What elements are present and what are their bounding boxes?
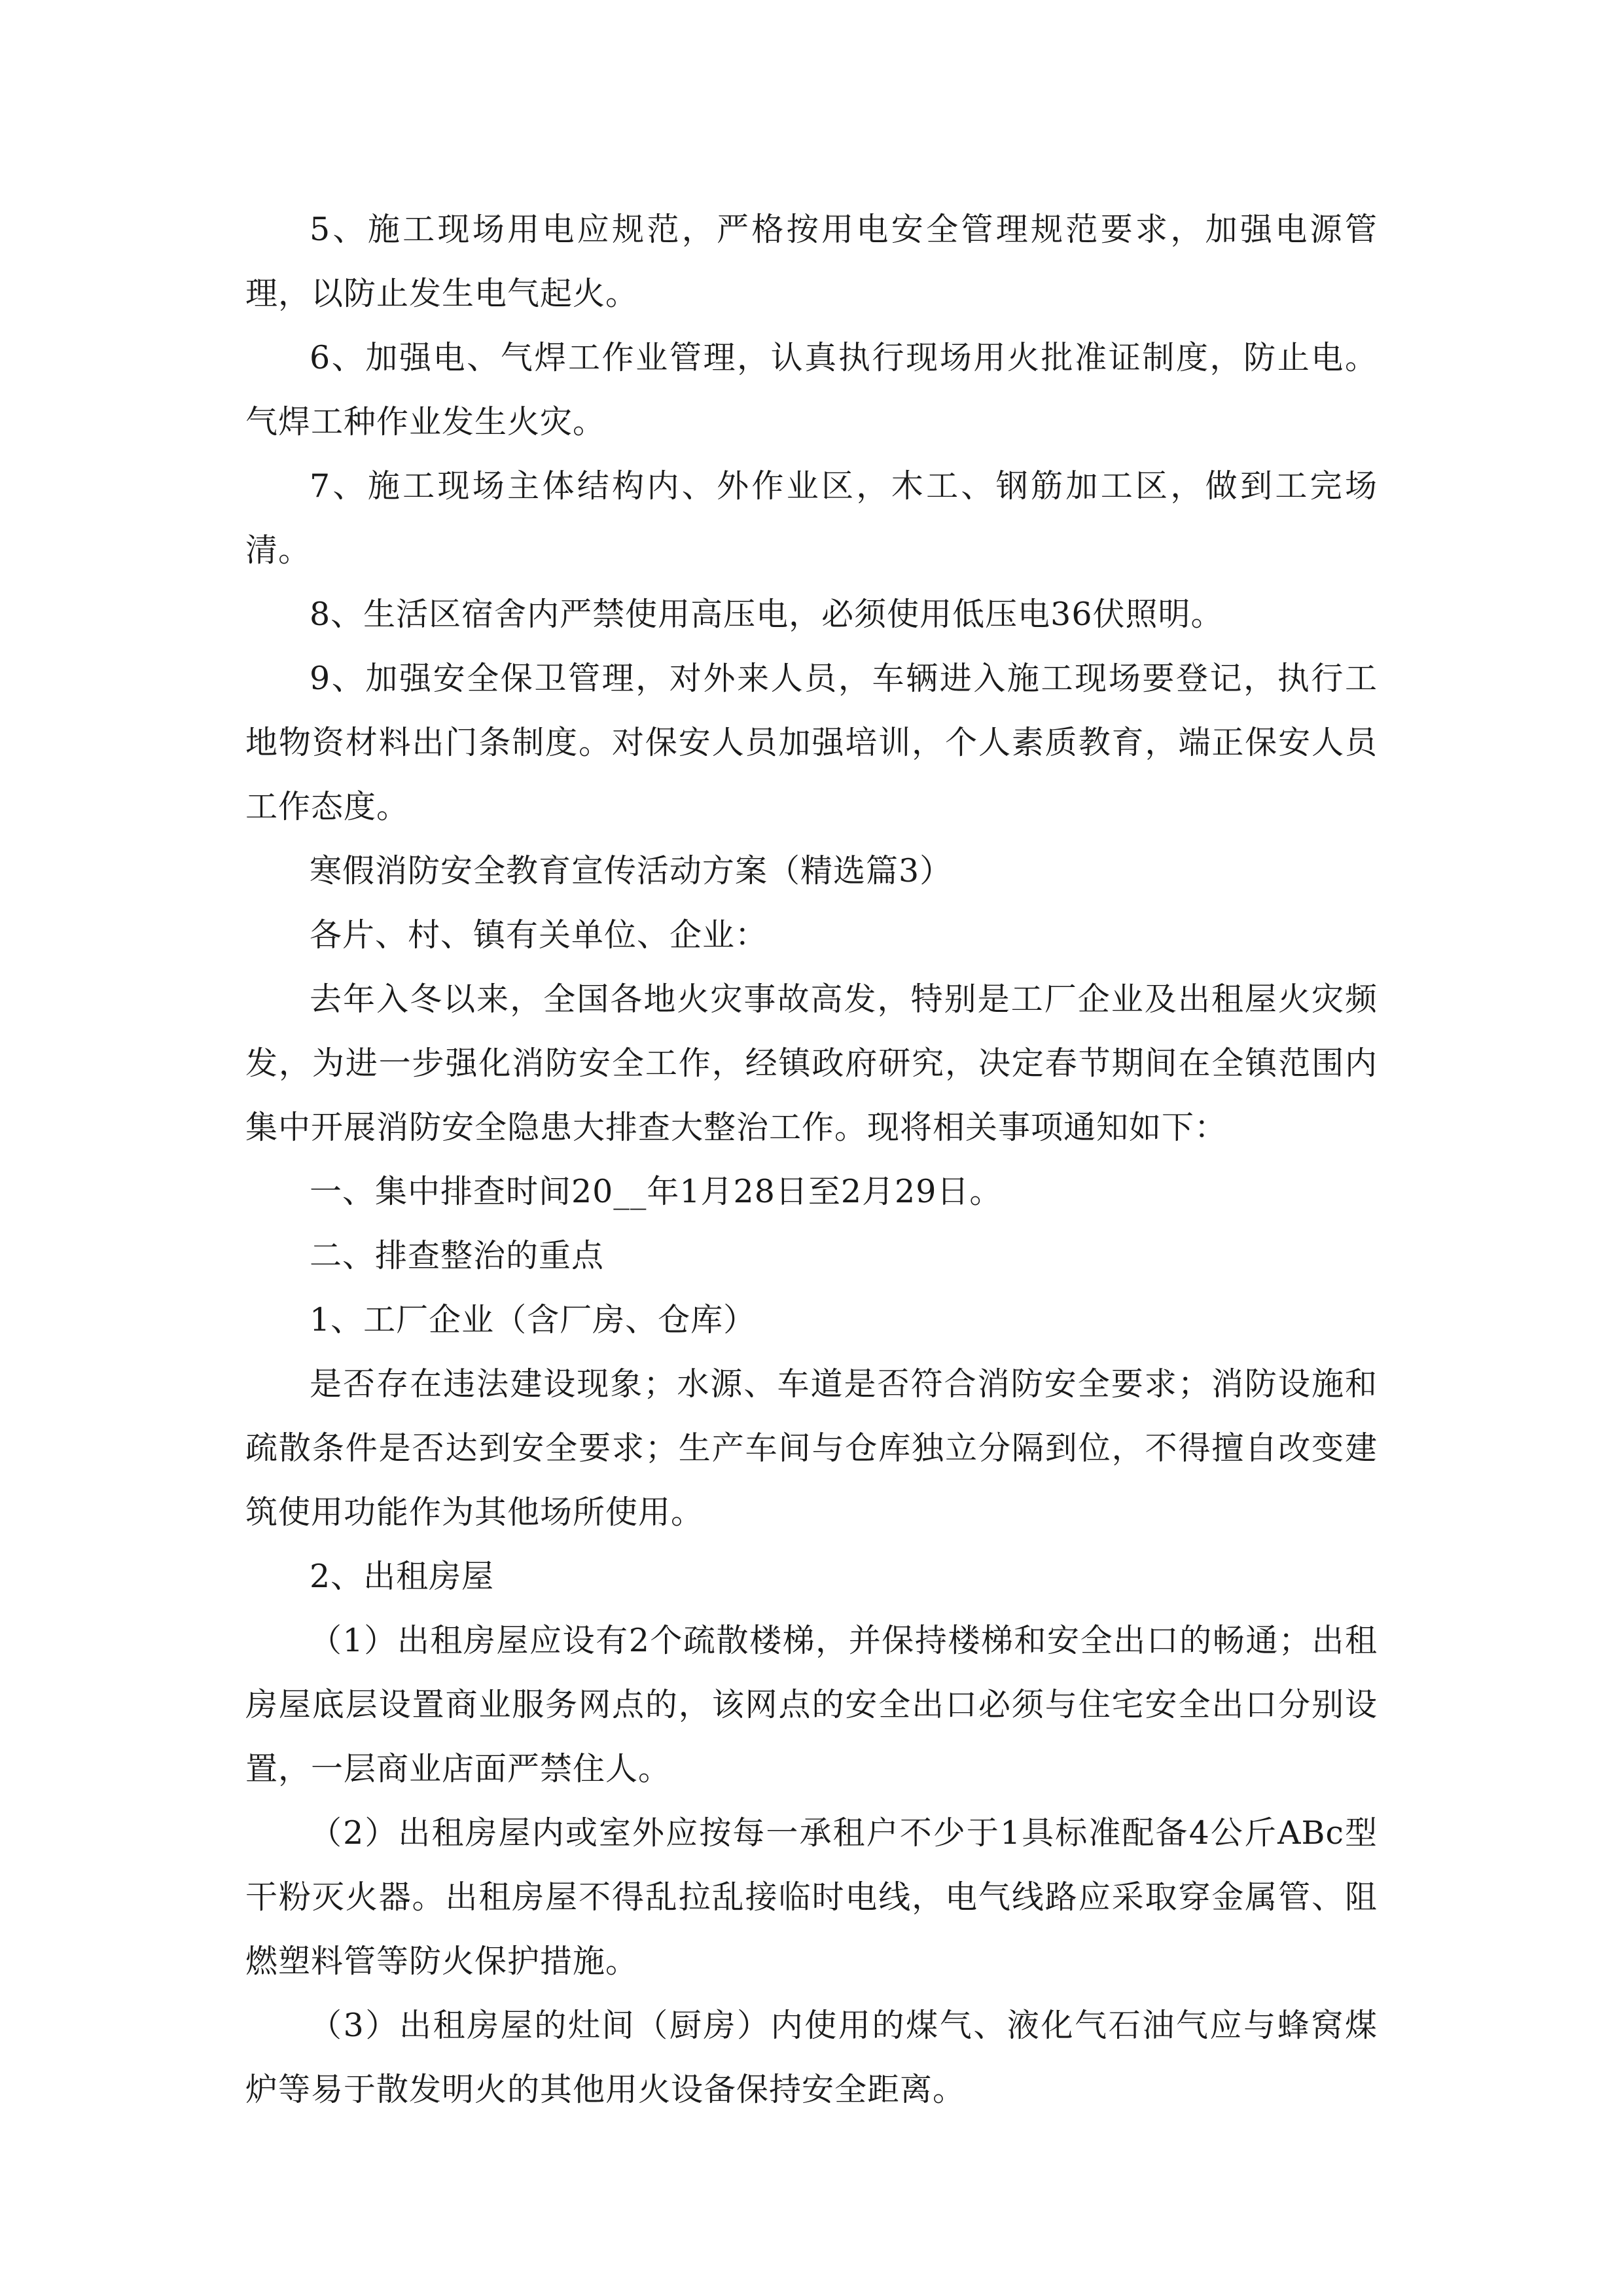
heading-focus: 二、排查整治的重点: [310, 1237, 605, 1274]
paragraph-item-6: 6、加强电、气焊工作业管理，认真执行现场用火批准证制度，防止电。气焊工种作业发生火灾。: [245, 339, 1378, 440]
document-body: [245, 198, 1378, 2122]
paragraph-item-7: 7、施工现场主体结构内、外作业区，木工、钢筋加工区，做到工完场清。: [245, 467, 1378, 569]
rental-item-1: （1）出租房屋应设有2个疏散楼梯，并保持楼梯和安全出口的畅通；出租房屋底层设置商业服务网点的，该网点的安全出口必须与住宅安全出口分别设置，一层商业店面严禁住人。: [245, 1622, 1378, 1787]
rental-item-3: （3）出租房屋的灶间（厨房）内使用的煤气、液化气石油气应与蜂窝煤炉等易于散发明火的其他用火设备保持安全距离。: [245, 2007, 1378, 2108]
section-title: 寒假消防安全教育宣传活动方案（精选篇3）: [310, 852, 953, 889]
intro-paragraph: 去年入冬以来，全国各地火灾事故高发，特别是工厂企业及出租屋火灾频发，为进一步强化消防安全工作，经镇政府研究，决定春节期间在全镇范围内集中开展消防安全隐患大排查大整治工作。现将相关事项通知如下：: [245, 980, 1378, 1146]
paragraph-item-9: 9、加强安全保卫管理，对外来人员，车辆进入施工现场要登记，执行工地物资材料出门条制度。对保安人员加强培训，个人素质教育，端正保安人员工作态度。: [245, 660, 1378, 825]
rental-item-2: （2）出租房屋内或室外应按每一承租户不少于1具标准配备4公斤ABc型干粉灭火器。出租房屋不得乱拉乱接临时电线，电气线路应采取穿金属管、阻燃塑料管等防火保护措施。: [245, 1814, 1378, 1980]
heading-time: 一、集中排查时间20__年1月28日至2月29日。: [310, 1173, 1003, 1210]
paragraph-item-8: 8、生活区宿舍内严禁使用高压电，必须使用低压电36伏照明。: [310, 596, 1224, 633]
salutation: 各片、村、镇有关单位、企业：: [310, 916, 768, 954]
paragraph-item-5: 5、施工现场用电应规范，严格按用电安全管理规范要求，加强电源管理，以防止发生电气起火。: [245, 211, 1378, 312]
subheading-rental: 2、出租房屋: [310, 1558, 495, 1595]
factories-paragraph: 是否存在违法建设现象；水源、车道是否符合消防安全要求；消防设施和疏散条件是否达到安全要求；生产车间与仓库独立分隔到位，不得擅自改变建筑使用功能作为其他场所使用。: [245, 1365, 1378, 1531]
subheading-factories: 1、工厂企业（含厂房、仓库）: [310, 1301, 757, 1338]
